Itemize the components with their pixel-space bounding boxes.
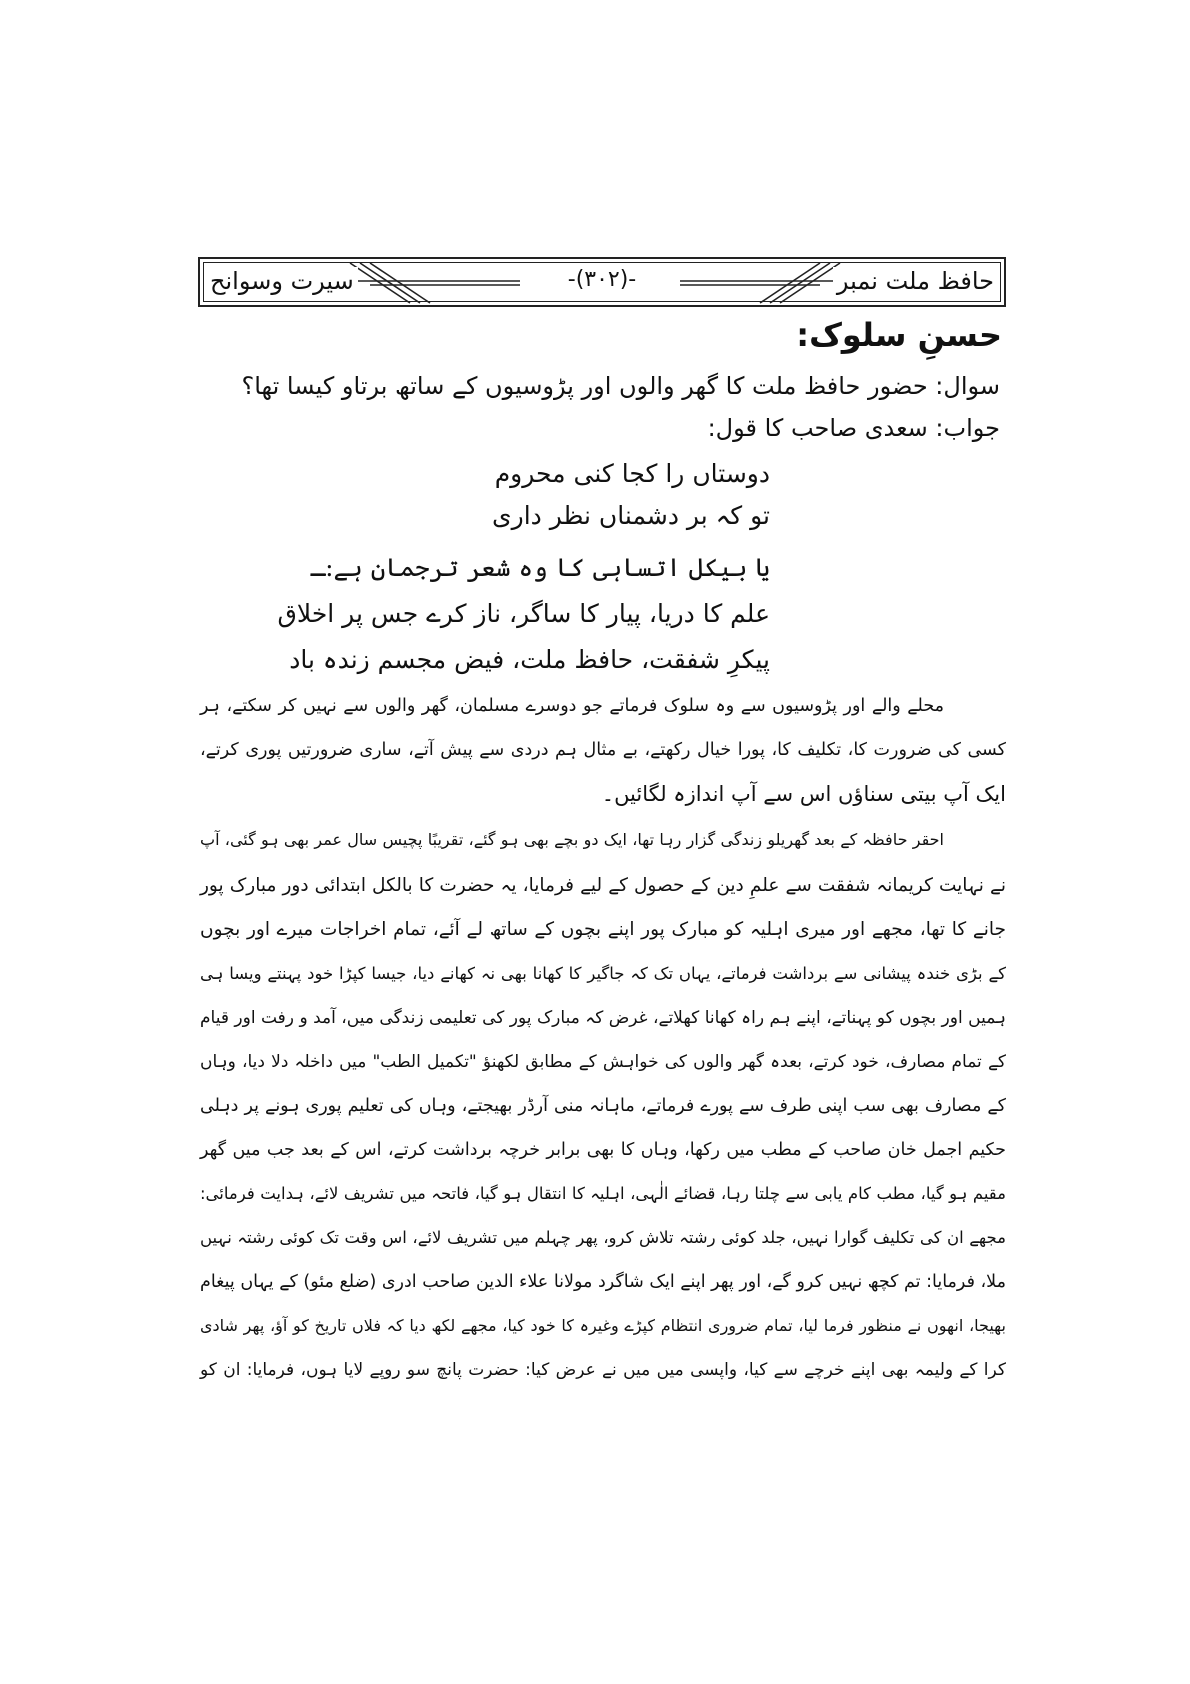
section-heading: حسنِ سلوک: (796, 316, 1002, 354)
question-line: سوال: حضور حافظ ملت کا گھر والوں اور پڑوسیوں کے ساتھ برتاو کیسا تھا؟ (241, 372, 1000, 400)
persian-verse-line-1: دوستاں را کجا کنی محروم (494, 459, 770, 488)
header-right-title: حافظ ملت نمبر (833, 267, 998, 295)
urdu-verse-intro: یا بیکل اتساہی کا وہ شعر ترجمان ہے:ـ (310, 553, 770, 582)
paragraph2-line-5: ہمیں اور بچوں کو پہناتے، اپنے ہم راہ کھانا کھلاتے، غرض کہ مبارک پور کی تعلیمی زندگی میں، آمد و رفت اور قیام (200, 1008, 1006, 1028)
header-left-title: سیرت وسوانح (206, 267, 358, 295)
paragraph2-line-6: کے تمام مصارف، خود کرتے، بعدہ گھر والوں کی خواہش کے مطابق لکھنؤ "تکمیل الطب" میں داخلہ دلا دیا، وہاں (200, 1052, 1006, 1072)
paragraph1-line-1: محلے والے اور پڑوسیوں سے وہ سلوک فرماتے جو دوسرے مسلمان، گھر والوں سے نہیں کر سکتے، ہر (200, 696, 944, 716)
paragraph1-line-3: ایک آپ بیتی سناؤں اس سے آپ اندازہ لگائیں۔ (601, 782, 1006, 806)
paragraph2-line-11: ملا، فرمایا: تم کچھ نہیں کرو گے، اور پھر اپنے ایک شاگرد مولانا علاء الدین صاحب ادری (ضلع مئو) کے یہاں پیغام (200, 1272, 1006, 1292)
page-body (200, 0, 1006, 1684)
paragraph2-line-10: مجھے ان کی تکلیف گوارا نہیں، جلد کوئی رشتہ تلاش کرو، پھر چہلم میں تشریف لائے، اس وقت تک کوئی رشتہ نہیں (200, 1228, 1006, 1247)
urdu-verse-line-1: علم کا دریا، پیار کا ساگر، ناز کرے جس پر اخلاق (277, 599, 770, 628)
paragraph2-line-3: جانے کا تھا، مجھے اور میری اہلیہ کو مبارک پور اپنے بچوں کے ساتھ لے آئے، تمام اخراجات میرے اور بچوں (200, 919, 1006, 940)
urdu-verse-line-2: پیکرِ شفقت، حافظ ملت، فیض مجسم زندہ باد (289, 645, 770, 674)
paragraph2-line-4: کے بڑی خندہ پیشانی سے برداشت فرماتے، یہاں تک کہ جاگیر کا کھانا بھی نہ کھانے دیا، جیسا کپڑا خود پہنتے ویسا ہی (200, 964, 1006, 983)
paragraph2-line-7: کے مصارف بھی سب اپنی طرف سے پورے فرماتے، ماہانہ منی آرڈر بھیجتے، وہاں کی تعلیم پوری ہونے پر دہلی (200, 1096, 1006, 1116)
page-header (198, 257, 1006, 307)
page-number: -(۳۰۲)- (200, 267, 1004, 292)
paragraph2-line-9: مقیم ہو گیا، مطب کام یابی سے چلتا رہا، قضائے الٰہی، اہلیہ کا انتقال ہو گیا، فاتحہ میں تشریف لائے، ہدایت فرمائی: (200, 1184, 1006, 1203)
paragraph2-line-13: کرا کے ولیمہ بھی اپنے خرچے سے کیا، واپسی میں میں نے عرض کیا: حضرت پانچ سو روپے لایا ہوں، فرمایا: ان کو (200, 1360, 1006, 1380)
paragraph1-line-2: کسی کی ضرورت کا، تکلیف کا، پورا خیال رکھتے، بے مثال ہم دردی سے پیش آتے، ساری ضرورتیں پوری کرتے، (200, 740, 1006, 760)
paragraph2-line-2: نے نہایت کریمانہ شفقت سے علمِ دین کے حصول کے لیے فرمایا، یہ حضرت کا بالکل ابتدائی دور مبارک پور (200, 875, 1006, 896)
paragraph2-line-12: بھیجا، انھوں نے منظور فرما لیا، تمام ضروری انتظام کپڑے وغیرہ کا خود کیا، مجھے لکھ دیا کہ فلاں تاریخ کو آؤ، پھر شادی (200, 1316, 1006, 1335)
answer-intro: جواب: سعدی صاحب کا قول: (707, 414, 1000, 442)
paragraph2-line-8: حکیم اجمل خان صاحب کے مطب میں رکھا، وہاں کا بھی برابر خرچہ برداشت کرتے، اس کے بعد جب میں گھر (200, 1140, 1006, 1160)
persian-verse-line-2: تو کہ بر دشمناں نظر داری (492, 501, 770, 530)
paragraph2-line-1: احقر حافظہ کے بعد گھریلو زندگی گزار رہا تھا، ایک دو بچے بھی ہو گئے، تقریبًا پچیس سال عمر بھی ہو گئی، آپ (200, 830, 944, 849)
